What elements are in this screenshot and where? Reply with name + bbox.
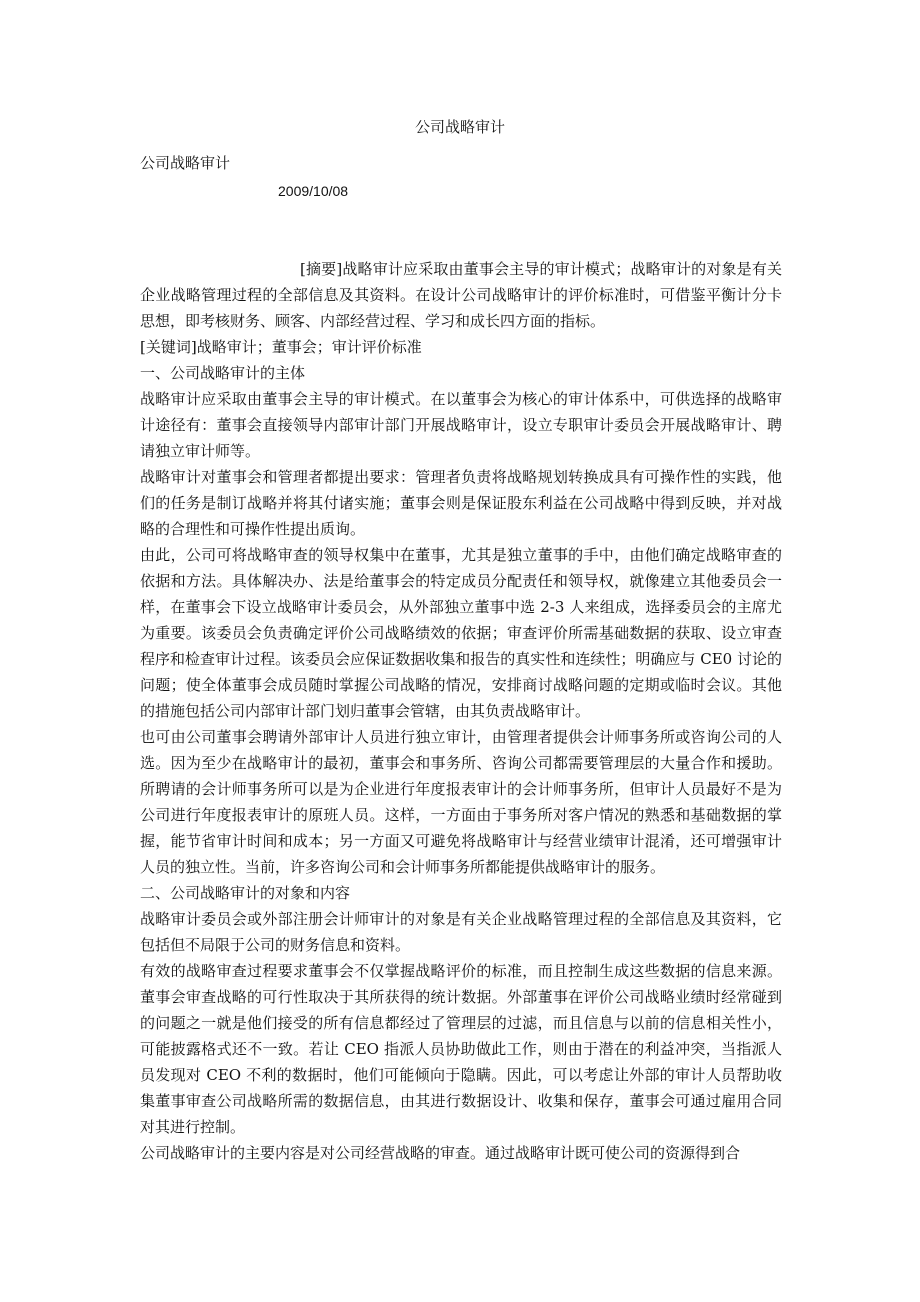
document-body	[140, 256, 782, 1166]
abstract-paragraph: [摘要]战略审计应采取由董事会主导的审计模式；战略审计的对象是有关企业战略管理过程的全部信息及其资料。在设计公司战略审计的评价标准时，可借鉴平衡计分卡思想，即考核财务、顾客、内部经营过程、学习和成长四方面的指标。	[140, 260, 782, 330]
section-heading-1: 一、公司战略审计的主体	[140, 364, 306, 382]
body-paragraph: 战略审计委员会或外部注册会计师审计的对象是有关企业战略管理过程的全部信息及其资料，它包括但不局限于公司的财务信息和资料。	[140, 910, 782, 954]
keywords-paragraph: [关键词]战略审计；董事会；审计评价标准	[140, 338, 422, 356]
body-paragraph: 有效的战略审查过程要求董事会不仅掌握战略评价的标准，而且控制生成这些数据的信息来源。董事会审查战略的可行性取决于其所获得的统计数据。外部董事在评价公司战略业绩时经常碰到的问题之一就是他们接受的所有信息都经过了管理层的过滤，而且信息与以前的信息相关性小，可能披露格式还不一致。若让 CEO 指派人员协助做此工作，则由于潜在的利益冲突，当指派人员发现对 CEO 不利的数据时，他们可能倾向于隐瞒。因此，可以考虑让外部的审计人员帮助收集董事审查公司战略所需的数据信息，由其进行数据设计、收集和保存，董事会可通过雇用合同对其进行控制。	[140, 962, 782, 1136]
document-subtitle: 公司战略审计	[140, 154, 231, 172]
body-paragraph: 也可由公司董事会聘请外部审计人员进行独立审计，由管理者提供会计师事务所或咨询公司的人选。因为至少在战略审计的最初，董事会和事务所、咨询公司都需要管理层的大量合作和援助。所聘请的会计师事务所可以是为企业进行年度报表审计的会计师事务所，但审计人员最好不是为公司进行年度报表审计的原班人员。这样，一方面由于事务所对客户情况的熟悉和基础数据的掌握，能节省审计时间和成本；另一方面又可避免将战略审计与经营业绩审计混淆，还可增强审计人员的独立性。当前，许多咨询公司和会计师事务所都能提供战略审计的服务。	[140, 728, 782, 876]
document-title: 公司战略审计	[414, 118, 505, 136]
section-heading-2: 二、公司战略审计的对象和内容	[140, 884, 351, 902]
body-paragraph: 由此，公司可将战略审查的领导权集中在董事，尤其是独立董事的手中，由他们确定战略审查的依据和方法。具体解决办、法是给董事会的特定成员分配责任和领导权，就像建立其他委员会一样，在董事会下设立战略审计委员会，从外部独立董事中选 2-3 人来组成，选择委员会的主席尤为重要。该委员会负责确定评价公司战略绩效的依据；审查评价所需基础数据的获取、设立审查程序和检查审计过程。该委员会应保证数据收集和报告的真实性和连续性；明确应与 CE0 讨论的问题；使全体董事会成员随时掌握公司战略的情况，安排商讨战略问题的定期或临时会议。其他的措施包括公司内部审计部门划归董事会管辖，由其负责战略审计。	[140, 546, 782, 720]
document-date: 2009/10/08	[278, 183, 349, 199]
body-paragraph: 战略审计对董事会和管理者都提出要求：管理者负责将战略规划转换成具有可操作性的实践，他们的任务是制订战略并将其付诸实施；董事会则是保证股东利益在公司战略中得到反映，并对战略的合理性和可操作性提出质询。	[140, 468, 782, 538]
body-paragraph: 公司战略审计的主要内容是对公司经营战略的审查。通过战略审计既可使公司的资源得到合	[140, 1144, 741, 1162]
body-paragraph: 战略审计应采取由董事会主导的审计模式。在以董事会为核心的审计体系中，可供选择的战略审计途径有：董事会直接领导内部审计部门开展战略审计，设立专职审计委员会开展战略审计、聘请独立审计师等。	[140, 390, 782, 460]
